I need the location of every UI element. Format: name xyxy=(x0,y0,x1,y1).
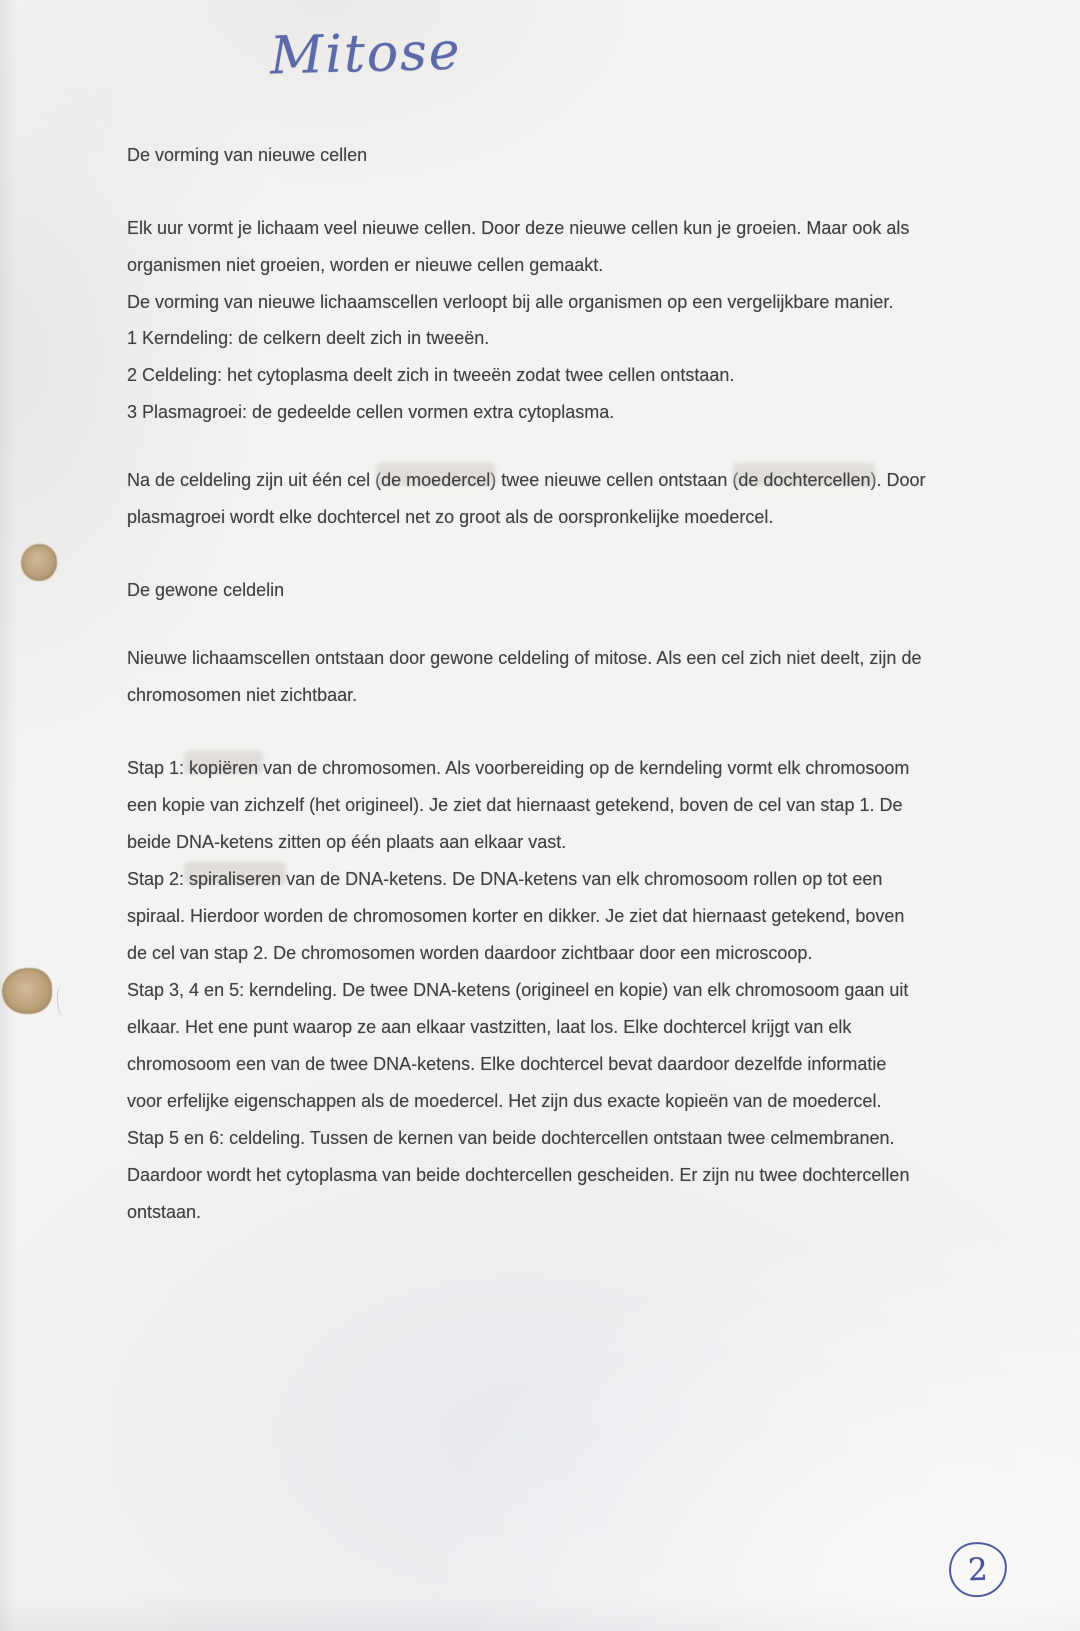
highlighted-text: de moedercel xyxy=(381,462,490,499)
list-item: 1 Kerndeling: de celkern deelt zich in tweeën. xyxy=(127,328,490,348)
subheading-block xyxy=(127,572,284,609)
text-segment: ). Door xyxy=(870,470,926,490)
text-segment: van de DNA-ketens. De DNA-ketens van elk chromosoom rollen op tot een xyxy=(281,869,883,889)
text-line: de cel van stap 2. De chromosomen worden daardoor zichtbaar door een microscoop. xyxy=(127,943,813,963)
subheading: De gewone celdelin xyxy=(127,580,285,600)
text-line xyxy=(127,750,909,787)
faint-pen-mark xyxy=(56,984,71,1019)
text-line: Stap 5 en 6: celdeling. Tussen de kernen van beide dochtercellen ontstaan twee celmembranen. xyxy=(127,1128,895,1148)
list-item: 2 Celdeling: het cytoplasma deelt zich in tweeën zodat twee cellen ontstaan. xyxy=(127,365,735,385)
numbered-list xyxy=(127,320,734,431)
text-segment: ) twee nieuwe cellen ontstaan ( xyxy=(490,470,739,490)
text-line: beide DNA-ketens zitten op één plaats aan elkaar vast. xyxy=(127,832,567,852)
text-line: Daardoor wordt het cytoplasma van beide dochtercellen gescheiden. Er zijn nu twee dochtercellen xyxy=(127,1165,910,1185)
section-heading-block xyxy=(127,137,367,174)
text-line: De vorming van nieuwe lichaamscellen verloopt bij alle organismen op een vergelijkbare manier. xyxy=(127,292,894,312)
section-heading: De vorming van nieuwe cellen xyxy=(127,145,368,165)
text-line: Stap 3, 4 en 5: kerndeling. De twee DNA-ketens (origineel en kopie) van elk chromosoom gaan uit xyxy=(127,980,909,1000)
text-line: spiraal. Hierdoor worden de chromosomen korter en dikker. Je ziet dat hiernaast getekend, boven xyxy=(127,906,905,926)
text-segment: Na de celdeling zijn uit één cel ( xyxy=(127,470,382,490)
text-line: ontstaan. xyxy=(127,1202,202,1222)
text-line: organismen niet groeien, worden er nieuwe cellen gemaakt. xyxy=(127,255,604,275)
text-line: elkaar. Het ene punt waarop ze aan elkaar vastzitten, laat los. Elke dochtercel krijgt van elk xyxy=(127,1017,852,1037)
text-line: voor erfelijke eigenschappen als de moedercel. Het zijn dus exacte kopieën van de moedercel. xyxy=(127,1091,882,1111)
text-line xyxy=(127,861,909,898)
text-line: chromosomen niet zichtbaar. xyxy=(127,685,358,705)
circled-page-number xyxy=(947,1540,1010,1600)
text-line: een kopie van zichzelf (het origineel). Je ziet dat hiernaast getekend, boven de cel van stap 1. De xyxy=(127,795,903,815)
text-segment: Stap 2: xyxy=(127,869,190,889)
text-line: chromosoom een van de twee DNA-ketens. Elke dochtercel bevat daardoor dezelfde informatie xyxy=(127,1054,887,1074)
coffee-stain xyxy=(2,968,52,1014)
highlighted-text: kopiëren xyxy=(189,750,258,787)
highlighted-text: de dochtercellen xyxy=(738,462,870,499)
coffee-stain xyxy=(21,544,57,581)
paragraph-mitose xyxy=(127,640,921,714)
page-number-value: 2 xyxy=(967,1551,989,1588)
paragraph-steps xyxy=(127,750,909,1231)
paragraph-new-cells xyxy=(127,210,909,321)
text-line xyxy=(127,462,926,499)
text-segment: van de chromosomen. Als voorbereiding op de kerndeling vormt elk chromosoom xyxy=(258,758,910,778)
text-line: Nieuwe lichaamscellen ontstaan door gewone celdeling of mitose. Als een cel zich niet deelt, zijn de xyxy=(127,648,922,668)
text-line: plasmagroei wordt elke dochtercel net zo groot als de oorspronkelijke moedercel. xyxy=(127,507,774,527)
highlighted-text: spiraliseren xyxy=(189,861,281,898)
paragraph-mother-cell xyxy=(127,462,926,536)
text-line: Elk uur vormt je lichaam veel nieuwe cellen. Door deze nieuwe cellen kun je groeien. Maar ook als xyxy=(127,218,910,238)
handwritten-title: Mitose xyxy=(269,21,463,87)
text-segment: Stap 1: xyxy=(127,758,190,778)
list-item: 3 Plasmagroei: de gedeelde cellen vormen extra cytoplasma. xyxy=(127,402,615,422)
